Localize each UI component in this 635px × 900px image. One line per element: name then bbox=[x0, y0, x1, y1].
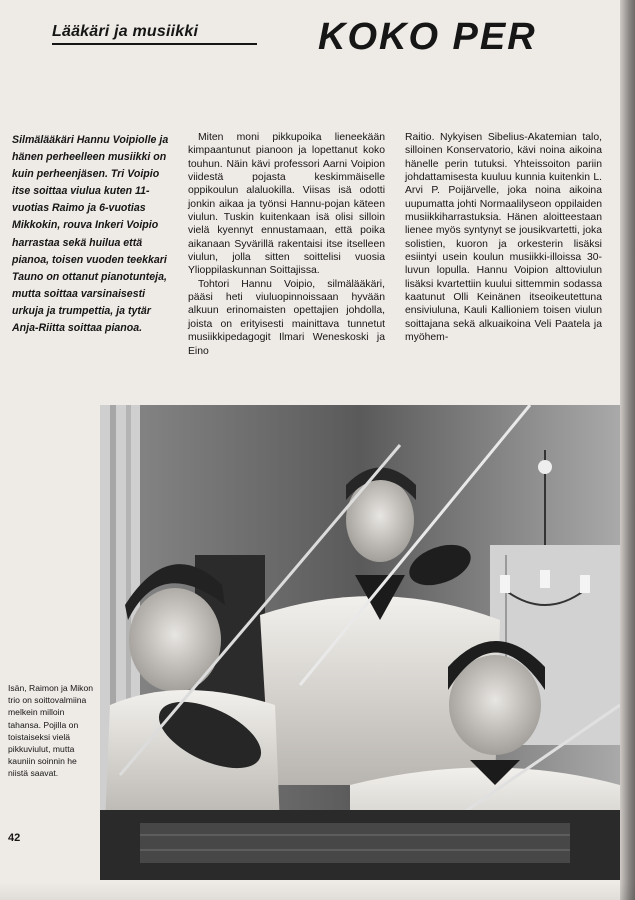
scan-bottom-shadow bbox=[0, 882, 635, 900]
body-column-1 bbox=[188, 131, 385, 358]
family-trio-photo bbox=[100, 405, 620, 880]
body-paragraph: Raitio. Nykyisen Sibelius-Akatemian talo, silloinen Konservatorio, kävi noina aikoina hänelle perin tutuksi. Yhteissoiton pariin johdattamisesta kuuluu kunnia kuitenkin L. Arvi P. Poijärvelle, joka noina aikoina uupumatta johti Normaalilyseon oppilaiden musiikkiharrastuksia. Hänen aloitteestaan lienee myös syntynyt se jousikvartetti, joka solistien, kuoron ja orkesterin lisäksi esiintyi usein koulun musiikki-illoissa 30-luvun lopulla. Hannu Voipion alttoviulun lisäksi kvartettiin kuului sittemmin sodassa kaatunut Olli Keinänen itseoikeutettuna ensiviuluna, Kauli Kallioniem toisen viulun soittajana sekä alkuaikoina Veli Paatela ja myöhem- bbox=[405, 132, 602, 344]
section-label-underline bbox=[52, 43, 257, 45]
body-paragraph: Miten moni pikkupoika lieneekään kimpaantunut pianoon ja lopettanut koko touhun. Näin kävi professori Aarni Voipion viidestä pojasta keskimmäiselle oppikoulun alaluokilla. Viisas isä odotti jonkin aikaa ja työnsi Hannu-pojan käteen viulun. Tuskin kuitenkaan isä olisi silloin vielä kyennyt ennustamaan, että poika aikanaan Syvärillä rakentaisi itse itselleen viulun, jolla sitten soittelisi vuosia Ylioppilaskunnan Soittajissa. bbox=[188, 132, 385, 277]
photo-caption: Isän, Raimon ja Mikon trio on soittovalmiina melkein milloin tahansa. Pojilla on toistaiseksi vielä pikkuviulut, mutta kauniin soinnin he niistä saavat. bbox=[8, 683, 94, 779]
photo-illustration bbox=[100, 405, 620, 880]
body-column-2 bbox=[405, 131, 602, 345]
headline: KOKO PER bbox=[318, 16, 537, 58]
body-paragraph: Tohtori Hannu Voipio, silmälääkäri, pääsi heti viuluopinnoissaan hyvään alkuun erinomaisten opettajien johdolla, joista on erityisesti mainittava tunnetut musiikkipedagogit Ilmari Weneskoski ja Eino bbox=[188, 278, 385, 357]
page-number: 42 bbox=[8, 832, 21, 844]
page-edge-shadow bbox=[620, 0, 635, 900]
lead-paragraph: Silmälääkäri Hannu Voipiolle ja hänen perheelleen musiikki on kuin perheenjäsen. Tri Voipio itse soittaa viulua kuten 11-vuotias Raimo ja 6-vuotias Mikkokin, rouva Inkeri Voipio harrastaa sekä huilua että pianoa, toisen vuoden teekkari Tauno on ottanut pianotunteja, mutta soittaa varsinaisesti urkuja ja trumpettia, ja tytär Anja-Riitta soittaa pianoa. bbox=[12, 134, 169, 335]
section-label: Lääkäri ja musiikki bbox=[52, 23, 199, 40]
